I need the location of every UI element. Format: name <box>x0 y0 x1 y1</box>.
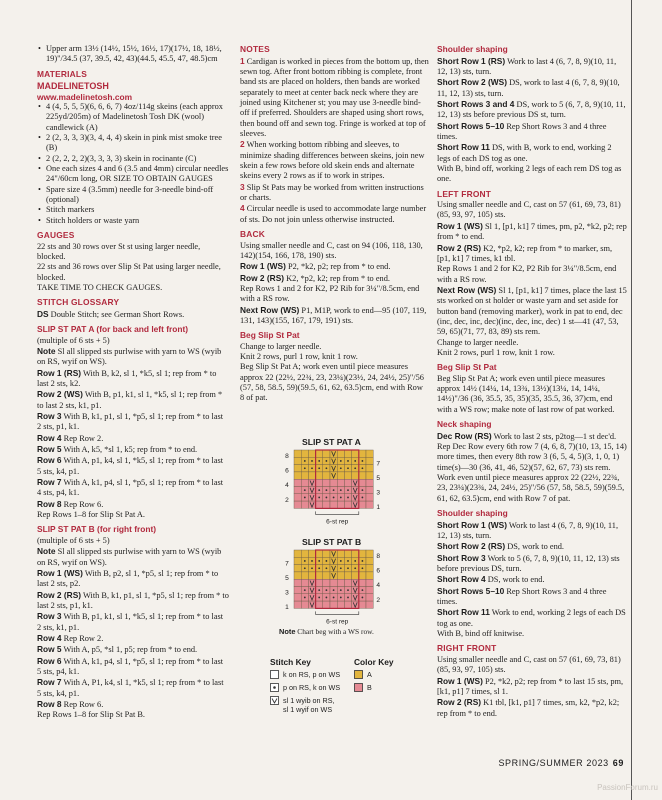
chart-cell <box>294 450 301 457</box>
shoulder2-row: Short Row 4 DS, work to end. <box>437 574 545 585</box>
shoulder-row: Short Row 1 (RS) Work to last 4 (6, 7, 8, 9)(10, 11, 12, 13) sts, turn. <box>437 55 617 76</box>
purl-dot <box>333 589 335 591</box>
pat-b-row: Row 4 Rep Row 2. <box>37 633 104 643</box>
chart-cell <box>359 472 366 479</box>
materials-item: • 2 (2, 3, 3, 3)(3, 4, 4, 4) skein in pink mist smoke tree (B) <box>38 132 222 153</box>
column-1 <box>37 44 229 721</box>
pat-b-note: Note Sl all slipped sts purlwise with yarn to WS (wyib on RS, wyif on WS). <box>37 546 222 567</box>
chart-cell <box>337 579 344 586</box>
chart-cell <box>294 587 301 594</box>
purl-dot <box>340 460 342 462</box>
chart-cell <box>316 579 323 586</box>
chart-cell <box>308 472 315 479</box>
chart-cell <box>337 601 344 608</box>
pat-a-multiple: (multiple of 6 sts + 5) <box>37 335 110 345</box>
purl-dot <box>362 589 364 591</box>
pat-a-heading: SLIP ST PAT A (for back and left front) <box>37 324 189 335</box>
chart-cell <box>359 450 366 457</box>
chart-cell <box>366 450 373 457</box>
chart-cell <box>337 479 344 486</box>
chart-row-label: 8 <box>376 552 381 560</box>
chart-cell <box>359 579 366 586</box>
repeat-bracket <box>316 611 359 614</box>
chart-cell <box>330 601 337 608</box>
chart-cell <box>316 572 323 579</box>
chart-cell <box>352 572 359 579</box>
chart-cell <box>344 601 351 608</box>
purl-dot <box>326 467 328 469</box>
brand-name: MADELINETOSH <box>37 81 109 92</box>
shoulder-rows <box>437 56 627 164</box>
shoulder-bind-off: With B, bind off, working 2 legs of each rem DS tog as one. <box>437 163 622 184</box>
chart-cell <box>308 450 315 457</box>
stitch-key-swatches <box>270 670 281 706</box>
chart-cell <box>323 501 330 508</box>
chart-row-label: 2 <box>285 496 289 504</box>
chart-cell <box>359 550 366 557</box>
chart-cell <box>366 550 373 557</box>
purl-dot <box>340 560 342 562</box>
shoulder-row: Short Rows 3 and 4 DS, work to 5 (6, 7, 8, 9)(10, 11, 12, 13) sts before previous DS st, turn. <box>437 98 626 120</box>
back-rib: Rep Rows 1 and 2 for K2, P2 Rib for 3¼"/8.5cm, end with a RS row. <box>240 283 420 304</box>
purl-dot <box>333 597 335 599</box>
chart-cell <box>330 579 337 586</box>
chart-cell <box>308 550 315 557</box>
chart-cell <box>359 501 366 508</box>
chart-cell <box>294 572 301 579</box>
purl-dot-icon <box>273 686 276 689</box>
purl-dot <box>354 460 356 462</box>
back-next-row: Next Row (WS) P1, M1P, work to end—95 (107, 119, 131, 143)(155, 167, 179, 191) sts. <box>240 304 427 325</box>
chart-row-label: 2 <box>376 596 381 604</box>
shoulder2-bind-off: With B, bind off knitwise. <box>437 629 525 638</box>
pat-a-row: Row 1 (RS) With B, k2, sl 1, *k5, sl 1; rep from * to last 2 sts, k2. <box>37 367 217 388</box>
stitch-key-heading: Stitch Key <box>270 657 311 667</box>
pat-b-row: Row 6 With A, k1, p4, sl 1, *p5, sl 1; rep from * to last 5 sts, p4, k1. <box>37 655 224 677</box>
chart-b-title: SLIP ST PAT B <box>302 537 362 547</box>
purl-dot <box>362 560 364 562</box>
purl-dot <box>354 567 356 569</box>
chart-a <box>280 448 390 526</box>
chart-cell <box>294 472 301 479</box>
pat-b-row: Row 5 With A, p5, *sl 1, p5; rep from * to end. <box>37 644 198 655</box>
purl-dot <box>340 567 342 569</box>
purl-dot <box>333 489 335 491</box>
purl-dot <box>347 467 349 469</box>
purl-dot <box>354 560 356 562</box>
chart-cell <box>294 479 301 486</box>
shoulder-row: Short Row 2 (WS) DS, work to last 4 (6, 7, 8, 9)(10, 11, 12, 13) sts, turn. <box>437 77 620 98</box>
purl-dot <box>354 467 356 469</box>
purl-dot <box>362 567 364 569</box>
chart-cell <box>359 479 366 486</box>
chart-cell <box>323 450 330 457</box>
chart-cell <box>323 472 330 479</box>
left-front-rows <box>437 221 627 264</box>
shoulder-heading: Shoulder shaping <box>437 44 508 54</box>
pat-b-row: Row 7 With A, P1, k4, sl 1, *k5, sl 1; rep from * to last 5 sts, k4, p1. <box>37 677 224 698</box>
purl-dot <box>326 567 328 569</box>
chart-cell <box>330 479 337 486</box>
column-3 <box>437 44 627 719</box>
chart-cell <box>316 550 323 557</box>
shoulder-row: Short Rows 5–10 Rep Short Rows 3 and 4 three times. <box>437 120 607 141</box>
chart-cell <box>352 472 359 479</box>
chart-cell <box>337 472 344 479</box>
chart-cell <box>337 572 344 579</box>
chart-cell <box>344 450 351 457</box>
chart-cell <box>301 479 308 486</box>
chart-cell <box>366 494 373 501</box>
shoulder2-row: Short Row 1 (WS) Work to last 4 (6, 7, 8, 9)(10, 11, 12, 13) sts, turn. <box>437 519 619 540</box>
purl-dot <box>347 460 349 462</box>
page-edge-rule <box>631 0 632 800</box>
glossary-heading: STITCH GLOSSARY <box>37 297 120 308</box>
notes-heading: NOTES <box>240 44 270 54</box>
purl-dot <box>326 560 328 562</box>
chart-cell <box>294 501 301 508</box>
gauge-check: TAKE TIME TO CHECK GAUGES. <box>37 282 163 292</box>
pat-a-row: Row 4 Rep Row 2. <box>37 432 104 443</box>
materials-heading: MATERIALS <box>37 68 88 79</box>
chart-row-label: 3 <box>376 489 381 497</box>
chart-a-title: SLIP ST PAT A <box>302 437 361 447</box>
chart-cell <box>294 487 301 494</box>
chart-cell <box>366 587 373 594</box>
key-slip-label: sl 1 wyib on RS, <box>283 696 335 705</box>
chart-cell <box>323 550 330 557</box>
chart-cell <box>301 601 308 608</box>
repeat-label: 6-st rep <box>326 518 349 526</box>
color-b-label: B <box>367 683 372 692</box>
left-cast-on: Using smaller needle and C, cast on 57 (61, 69, 73, 81)(85, 93, 97, 105) sts. <box>437 200 621 220</box>
note-item: 2 When working bottom ribbing and sleeves, to minimize shading differences between skeins, join new skein a few rows before old skein ends and alternate skeins every 2 rows as if to work in stripes. <box>240 139 425 181</box>
pat-b-rows <box>37 568 229 710</box>
chart-row-label: 6 <box>285 467 289 475</box>
chart-cell <box>366 479 373 486</box>
chart-cell <box>316 450 323 457</box>
left-front-row: Row 2 (RS) K2, *p2, k2; rep from * to marker, sm, [p1, k1] 7 times, k1 tbl. <box>437 242 613 263</box>
key-purl-label: p on RS, k on WS <box>283 683 341 692</box>
chart-cell <box>344 579 351 586</box>
shoulder2-row: Short Row 11 Work to end, working 2 legs of each DS tog as one. <box>437 607 626 628</box>
purl-dot <box>318 489 320 491</box>
left-line: Knit 2 rows, purl 1 row, knit 1 row. <box>437 347 555 357</box>
chart-cell <box>294 579 301 586</box>
chart-cell <box>323 479 330 486</box>
purl-dot <box>340 589 342 591</box>
purl-dot <box>318 497 320 499</box>
shoulder2-rows <box>437 520 627 629</box>
purl-dot <box>318 597 320 599</box>
chart-cell <box>294 457 301 464</box>
pat-a-row: Row 3 With B, k1, p1, sl 1, *p5, sl 1; rep from * to last 2 sts, p1, k1. <box>37 410 224 432</box>
left-beg-heading: Beg Slip St Pat <box>437 362 497 373</box>
purl-dot <box>304 489 306 491</box>
purl-dot <box>347 489 349 491</box>
chart-row-label: 3 <box>285 589 289 597</box>
chart-cell <box>294 557 301 564</box>
back-row: Row 2 (RS) K2, *p2, k2; rep from * to end. <box>240 272 390 283</box>
shoulder2-row: Short Row 2 (RS) DS, work to end. <box>437 541 565 552</box>
pat-a-row: Row 2 (WS) With B, p1, k1, sl 1, *k5, sl 1; rep from * to last 2 sts, k1, p1. <box>37 389 223 410</box>
beg-line: Knit 2 rows, purl 1 row, knit 1 row. <box>240 352 358 362</box>
note-item: 4 Circular needle is used to accommodate large number of sts. Do not join unless otherwise instructed. <box>240 203 427 224</box>
chart-cell <box>359 601 366 608</box>
color-key-swatches <box>354 670 365 693</box>
materials-item: • Spare size 4 (3.5mm) needle for 3-needle bind-off (optional) <box>38 184 214 204</box>
chart-cell <box>344 479 351 486</box>
shoulder2-heading: Shoulder shaping <box>437 508 508 519</box>
neck-work-even: Work even until piece measures approx 22 (22½, 22¾, 23, 23¼)(23¾, 24, 24½, 25)"/56 (57, 58, 58.5, 59)(59.5, 61, 62, 63.5)cm, end with Row 7 of pat. <box>437 473 625 503</box>
right-front-row: Row 1 (WS) P2, *k2, p2; rep from * to last 15 sts, pm, [k1, p1] 7 times, sl 1. <box>437 675 624 696</box>
knit-swatch-icon <box>271 671 279 679</box>
repeat-bracket <box>316 511 359 514</box>
chart-row-label: 4 <box>376 582 381 590</box>
chart-row-label: 1 <box>376 504 381 512</box>
pat-a-row: Row 5 With A, k5, *sl 1, k5; rep from * to end. <box>37 444 198 454</box>
glossary-ds: DS Double Stitch; see German Short Rows. <box>37 308 185 319</box>
chart-cell <box>337 501 344 508</box>
chart-cell <box>330 501 337 508</box>
purl-dot <box>340 497 342 499</box>
gauge-line: 22 sts and 36 rows over Slip St Pat using larger needle, blocked. <box>37 262 221 282</box>
chart-b <box>280 548 390 626</box>
pat-b-row: Row 3 With B, p1, k1, sl 1, *k5, sl 1; rep from * to last 2 sts, k1, p1. <box>37 611 224 632</box>
purl-dot <box>311 567 313 569</box>
chart-cell <box>352 550 359 557</box>
chart-cell <box>301 472 308 479</box>
chart-cell <box>366 572 373 579</box>
chart-cell <box>316 601 323 608</box>
purl-dot <box>347 597 349 599</box>
purl-dot <box>318 560 320 562</box>
chart-row-label: 5 <box>285 574 289 582</box>
purl-dot <box>311 467 313 469</box>
back-cast-on: Using smaller needle and C, cast on 94 (106, 118, 130, 142)(154, 166, 178, 190) sts. <box>240 240 423 260</box>
chart-cell <box>366 465 373 472</box>
gauge-line: 22 sts and 30 rows over St st using larger needle, blocked. <box>37 241 201 261</box>
pat-a-note: Note Sl all slipped sts purlwise with yarn to WS (wyib on RS, wyif on WS). <box>37 345 222 367</box>
purl-dot <box>340 489 342 491</box>
chart-cell <box>366 579 373 586</box>
purl-dot <box>326 460 328 462</box>
pat-b-row: Row 8 Rep Row 6. <box>37 699 104 710</box>
chart-cell <box>301 579 308 586</box>
purl-dot <box>347 567 349 569</box>
chart-cell <box>344 472 351 479</box>
chart-cell <box>316 472 323 479</box>
chart-cell <box>352 450 359 457</box>
chart-cell <box>294 565 301 572</box>
purl-dot <box>362 467 364 469</box>
materials-item: • Stitch markers <box>38 205 95 215</box>
purl-dot <box>318 460 320 462</box>
purl-dot <box>333 497 335 499</box>
gauges-heading: GAUGES <box>37 230 75 240</box>
shoulder2-row: Short Rows 5–10 Rep Short Rows 3 and 4 three times. <box>437 585 607 606</box>
purl-dot <box>347 497 349 499</box>
pat-b-heading: SLIP ST PAT B (for right front) <box>37 524 157 535</box>
note-item: 1 Cardigan is worked in pieces from the bottom up, then sewn tog. After front bottom ribbing is complete, front band sts are placed on holders, then bands are worked separately to meet at center back neck where they are joined using Kitchener st; you may use 3-needle bind-off if preferred. Shoulders are shaped using short rows, then bound off and sewn tog. Fringe is worked at top of sleeves. <box>240 55 429 138</box>
left-front-row: Row 1 (WS) Sl 1, [p1, k1] 7 times, pm, p2, *k2, p2; rep from * to end. <box>437 220 627 242</box>
chart-row-label: 6 <box>376 567 381 575</box>
purl-dot <box>362 460 364 462</box>
pat-a-row: Row 6 With A, p1, k4, sl 1, *k5, sl 1; rep from * to last 5 sts, k4, p1. <box>37 455 224 476</box>
pat-a-rows <box>37 368 229 510</box>
purl-dot <box>318 589 320 591</box>
purl-dot <box>318 467 320 469</box>
purl-dot <box>347 560 349 562</box>
chart-cell <box>316 479 323 486</box>
chart-cell <box>316 501 323 508</box>
chart-cell <box>294 494 301 501</box>
chart-row-label: 1 <box>285 604 289 612</box>
shoulder2-row: Short Row 3 Work to 5 (6, 7, 8, 9)(10, 11, 12, 13) sts before previous DS, turn. <box>437 552 620 573</box>
left-rib: Rep Rows 1 and 2 for K2, P2 Rib for 3¼"/8.5cm, end with a RS row. <box>437 264 617 284</box>
left-next-row: Next Row (WS) Sl 1, [p1, k1] 7 times, place the last 15 sts worked on st holder or waste yarn and set aside for button band (removing marker), work in pat to end, dec (inc, dec, inc, dec)(inc, dec, inc, dec) 1 st—41 (47, 53, 59, 65)(71, 77, 83, 89) sts rem. <box>437 284 627 337</box>
purl-dot <box>362 597 364 599</box>
back-rows <box>240 261 429 284</box>
purl-dot <box>326 497 328 499</box>
chart-row-label: 8 <box>285 452 289 460</box>
chart-row-label: 7 <box>285 560 289 568</box>
chart-cell <box>366 557 373 564</box>
chart-cell <box>301 550 308 557</box>
back-heading: BACK <box>240 229 265 239</box>
purl-dot <box>347 589 349 591</box>
color-key-heading: Color Key <box>354 657 394 667</box>
pat-b-row: Row 2 (RS) With B, k1, p1, sl 1, *p5, sl 1; rep from * to last 2 sts, p1, k1. <box>37 589 229 610</box>
watermark: PassionForum.ru <box>597 783 658 792</box>
chart-cell <box>323 572 330 579</box>
note-item: 3 Slip St Pats may be worked from written instructions or charts. <box>240 181 424 202</box>
purl-dot <box>304 460 306 462</box>
chart-cell <box>366 501 373 508</box>
purl-dot <box>362 497 364 499</box>
chart-cell <box>301 501 308 508</box>
chart-row-label: 4 <box>285 482 289 490</box>
right-cast-on: Using smaller needle and C, cast on 57 (61, 69, 73, 81)(85, 93, 97, 105) sts. <box>437 654 621 675</box>
back-row: Row 1 (WS) P2, *k2, p2; rep from * to end. <box>240 261 391 272</box>
chart-cell <box>366 487 373 494</box>
purl-dot <box>318 567 320 569</box>
purl-dot <box>340 467 342 469</box>
chart-cell <box>294 601 301 608</box>
purl-dot <box>326 489 328 491</box>
chart-cell <box>301 572 308 579</box>
materials-item: • 2 (2, 2, 2, 2)(3, 3, 3, 3) skein in rocinante (C) <box>38 153 197 163</box>
color-b-swatch-icon <box>355 684 363 692</box>
purl-dot <box>340 597 342 599</box>
neck-heading: Neck shaping <box>437 419 492 430</box>
left-line: Change to larger needle. <box>437 337 519 347</box>
chart-cell <box>344 550 351 557</box>
chart-cell <box>294 594 301 601</box>
chart-cell <box>337 550 344 557</box>
shoulder-row: Short Row 11 DS, with B, work to end, working 2 legs of each DS tog as one. <box>437 142 612 163</box>
chart-cell <box>359 572 366 579</box>
purl-dot <box>304 560 306 562</box>
chart-cell <box>323 579 330 586</box>
chart-cell <box>323 601 330 608</box>
purl-dot <box>326 597 328 599</box>
key-knit-label: k on RS, p on WS <box>283 670 341 679</box>
chart-cell <box>294 550 301 557</box>
chart-cell <box>366 457 373 464</box>
pat-a-row: Row 8 Rep Row 6. <box>37 498 104 509</box>
chart-note: Note Chart beg with a WS row. <box>279 627 374 636</box>
materials-item: • One each sizes 4 and 6 (3.5 and 4mm) circular needles 24"/60cm long, OR SIZE TO OBTAIN GAUGES <box>38 163 229 184</box>
right-front-rows <box>437 676 627 719</box>
chart-cell <box>366 472 373 479</box>
pat-a-repeat: Rep Rows 1–8 for Slip St Pat A. <box>37 510 146 520</box>
chart-cell <box>337 450 344 457</box>
purl-dot <box>362 489 364 491</box>
repeat-label: 6-st rep <box>326 618 349 626</box>
chart-cell <box>366 565 373 572</box>
purl-dot <box>304 467 306 469</box>
pat-b-row: Row 1 (WS) With B, p2, sl 1, *p5, sl 1; rep from * to last 2 sts, p2. <box>37 567 219 589</box>
chart-cell <box>344 572 351 579</box>
pat-b-repeat: Rep Rows 1–8 for Slip St Pat B. <box>37 710 146 720</box>
column-2 <box>240 44 429 404</box>
page-number: 69 <box>612 758 624 768</box>
chart-cell <box>294 465 301 472</box>
materials-item: • Stitch holders or waste yarn <box>38 215 140 225</box>
left-front-heading: LEFT FRONT <box>437 188 492 199</box>
chart-cell <box>308 572 315 579</box>
materials-list <box>37 102 229 226</box>
page-footer <box>498 758 624 768</box>
purl-dot <box>326 589 328 591</box>
key-slip-label-2: sl 1 wyif on WS <box>283 705 333 714</box>
purl-dot <box>304 567 306 569</box>
beg-line: Change to larger needle. <box>240 341 322 351</box>
chart-row-label: 7 <box>376 460 381 468</box>
size-upper-arm: • Upper arm 13½ (14½, 15½, 16½, 17)(17½, 18, 18½, 19)"/34.5 (37, 39.5, 42, 43)(44.5, 45.5, 47, 48.5)cm <box>38 44 222 64</box>
chart-cell <box>366 601 373 608</box>
materials-item: • 4 (4, 5, 5, 5)(6, 6, 6, 7) 4oz/114g skeins (each approx 225yd/205m) of Madelinetosh Tosh DK (wool) candlewick (A) <box>38 101 223 132</box>
right-front-row: Row 2 (RS) K1 tbl, [k1, p1] 7 times, sm, k2, *p2, k2; rep from * to end. <box>437 697 620 718</box>
pat-a-row: Row 7 With A, k1, p4, sl 1, *p5, sl 1; rep from * to last 4 sts, p4, k1. <box>37 477 224 498</box>
footer-season: SPRING/SUMMER 2023 <box>498 758 609 768</box>
color-a-label: A <box>367 670 372 679</box>
right-front-heading: RIGHT FRONT <box>437 643 497 654</box>
chart-cell <box>344 501 351 508</box>
purl-dot <box>304 497 306 499</box>
notes-list <box>240 56 429 226</box>
neck-dec-row: Dec Row (RS) Work to last 2 sts, p2tog—1 st dec'd. Rep Dec Row every 6th row 7 (4, 6, 8, 7)(10, 13, 15, 14) more times, then every 8th row 3 (6, 5, 4, 5)(3, 1, 0, 1) time(s)—30 (36, 41, 46, 52)(57, 62, 67, 73) sts rem. <box>437 430 627 472</box>
purl-dot <box>311 460 313 462</box>
purl-dot <box>311 560 313 562</box>
chart-row-label: 5 <box>376 474 381 482</box>
beg-line: Beg Slip St Pat A; work even until piece measures approx 22 (22½, 22¾, 23, 23¼)(23½, 24, 24½, 25)"/56 (57, 58, 58.5, 59)(59.5, 61, 62, 63.5)cm, end with Row 8 of pat. <box>240 362 424 403</box>
purl-dot <box>304 589 306 591</box>
left-beg-line: Beg Slip St Pat A; work even until piece measures approx 14½ (14¼, 14, 13¾, 13½)(13¼, 14, 14¼, 14½)"/36 (36, 35.5, 35, 35)(35, 35.5, 36, 37)cm, end with a WS row; make note of last row of pat worked. <box>437 373 615 414</box>
chart-cell <box>366 594 373 601</box>
brand-url[interactable]: www.madelinetosh.com <box>37 91 133 102</box>
beg-slip-heading: Beg Slip St Pat <box>240 330 300 341</box>
color-a-swatch-icon <box>355 671 363 679</box>
pat-b-multiple: (multiple of 6 sts + 5) <box>37 535 110 545</box>
purl-dot <box>304 597 306 599</box>
chart-cell <box>301 450 308 457</box>
